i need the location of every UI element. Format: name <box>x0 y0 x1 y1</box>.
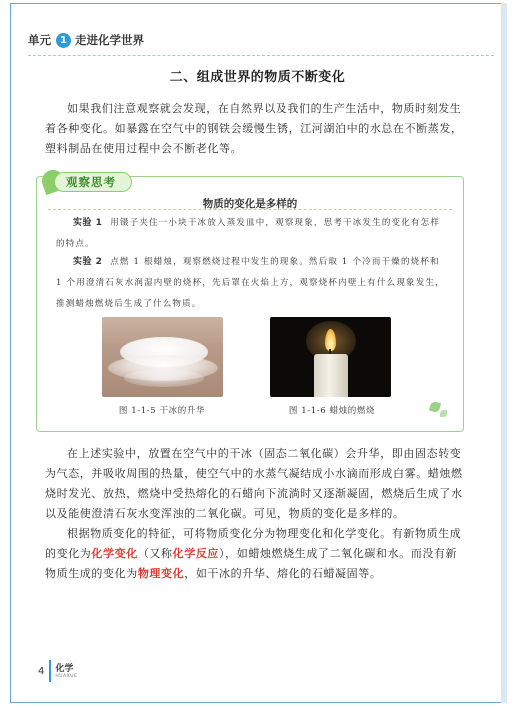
figure-caption-1: 图 1-1-5 干冰的升华 <box>118 406 206 416</box>
fog-shape <box>124 369 204 387</box>
subject-label-en: HUAXUE <box>55 673 78 679</box>
experiment-2 <box>56 252 446 315</box>
definition-text: ），如蜡烛燃烧生成了二氧化碳和水。而没有新物质生成的变化为 <box>45 547 458 580</box>
definition-text: （又称 <box>137 547 173 560</box>
section-title: 二、组成世界的物质不断变化 <box>169 70 346 85</box>
header-divider <box>28 55 494 56</box>
leaf-decoration-icon <box>440 410 447 417</box>
unit-label: 单元 <box>28 33 51 47</box>
observe-divider <box>48 209 452 210</box>
definition-text: ，如干冰的升华、熔化的石蜡凝固等。 <box>184 567 382 580</box>
experiment-2-text: 点燃 1 根蜡烛，观察燃烧过程中发生的现象。然后取 1 个冷而干燥的烧杯和 1 个用澄清石灰水润湿内壁的烧杯，先后罩在火焰上方，观察烧杯内壁上有什么现象发生，推测蜡烛燃烧后生成了什么物质。 <box>56 257 445 309</box>
term-chemical-change: 化学变化 <box>91 547 138 560</box>
observe-tab-label: 观察思考 <box>66 175 116 189</box>
observe-tab <box>36 168 134 196</box>
term-chemical-reaction: 化学反应 <box>172 547 220 560</box>
flame-shape <box>325 329 336 351</box>
page-edge-stripe <box>501 3 507 703</box>
term-physical-change: 物理变化 <box>137 567 185 580</box>
experiment-2-label: 实验 2 <box>73 257 103 267</box>
unit-header <box>28 32 144 48</box>
dry-ice-photo <box>102 317 223 397</box>
subject-label: 化学 <box>55 663 74 674</box>
intro-paragraph: 如果我们注意观察就会发现，在自然界以及我们的生产生活中，物质时刻发生着各种变化。如暴露在空气中的钢铁会缓慢生锈，江河湖泊中的水总在不断蒸发，塑料制品在使用过程中会不断老化等。 <box>45 102 463 155</box>
experiment-1 <box>56 213 446 255</box>
page-number: 4 <box>38 665 45 677</box>
page-footer <box>38 660 77 682</box>
unit-title: 走进化学世界 <box>75 33 144 47</box>
unit-number-badge: 1 <box>56 33 71 48</box>
candle-photo <box>270 317 391 397</box>
figure-caption-2: 图 1-1-6 蜡烛的燃烧 <box>288 406 376 416</box>
candle-wax-shape <box>314 354 348 397</box>
definition-paragraph <box>45 524 465 584</box>
footer-bar <box>49 660 51 682</box>
definition-text: 根据物质变化的特征，可将物质变化分为物理变化和化学变化。有新物质生成的变化为 <box>45 527 462 560</box>
explanation-paragraph: 在上述实验中，放置在空气中的干冰（固态二氧化碳）会升华，即由固态转变为气态，并吸收周围的热量，使空气中的水蒸气凝结成小水滴而形成白雾。蜡烛燃烧时发光、放热，燃烧中受热熔化的石蜡向下流淌时又逐渐凝固，燃烧后生成了水以及能使澄清石灰水变浑浊的二氧化碳。可见，物质的变化是多样的。 <box>45 447 463 520</box>
experiment-1-text: 用镊子夹住一小块干冰放入蒸发皿中，观察现象，思考干冰发生的变化有怎样的特点。 <box>56 218 441 249</box>
observe-subtitle: 物质的变化是多样的 <box>202 198 298 210</box>
experiment-1-label: 实验 1 <box>73 218 103 228</box>
